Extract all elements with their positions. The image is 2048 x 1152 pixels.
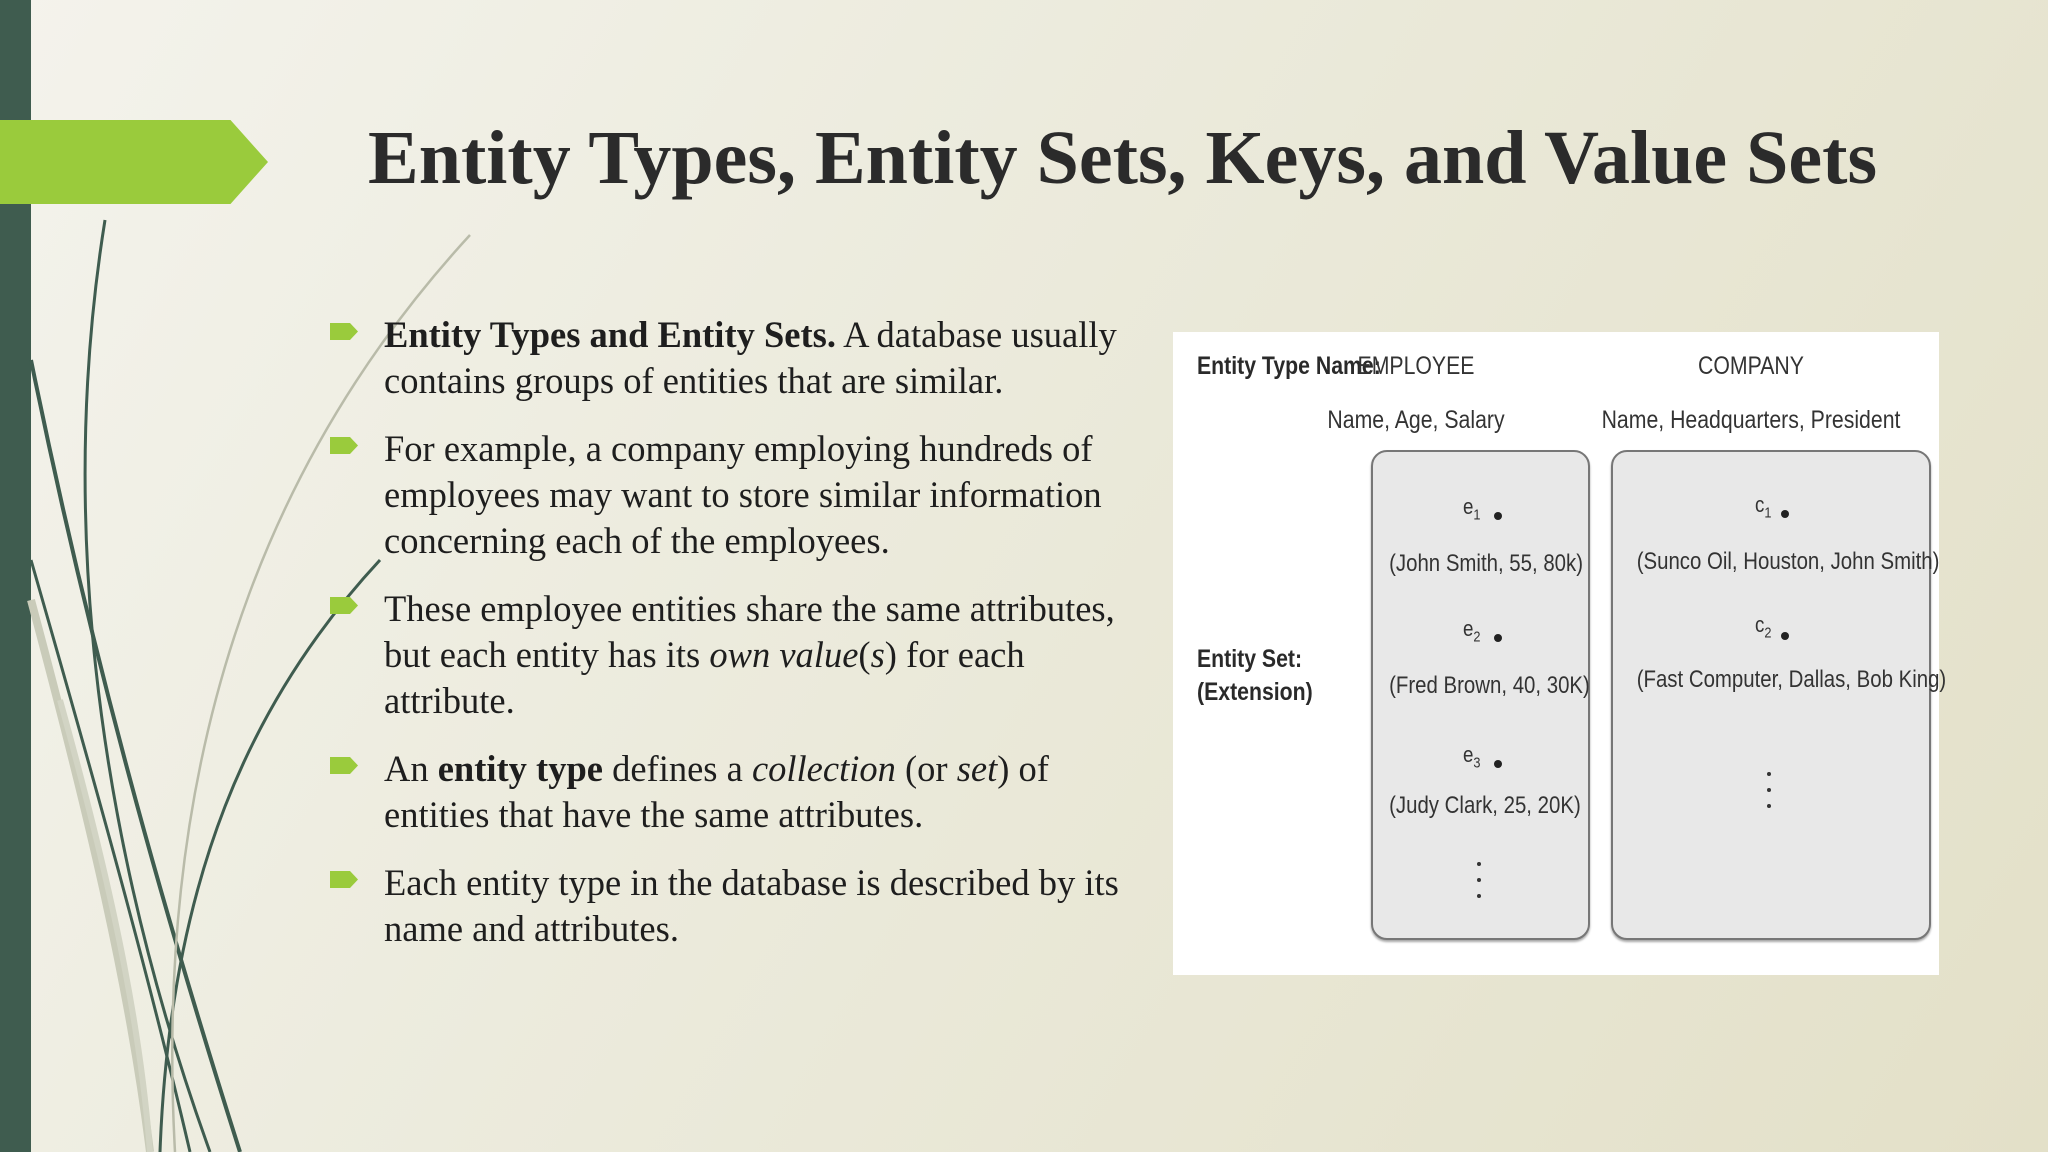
- bullet-4-bold: entity type: [437, 748, 603, 789]
- entity-set-figure: [1173, 332, 1947, 975]
- entity-point: [1494, 512, 1502, 520]
- bullet-4-italic-a: collection: [751, 748, 896, 789]
- bullet-item-3: [330, 586, 1130, 724]
- ellipsis-dot: [1767, 804, 1771, 808]
- entity-point: [1781, 632, 1789, 640]
- bullet-item-5: [330, 860, 1130, 952]
- slide-title: Entity Types, Entity Sets, Keys, and Value Sets: [368, 116, 1878, 200]
- entity-point: [1494, 634, 1502, 642]
- employee-entity-set-box: [1371, 450, 1590, 940]
- bullet-item-4: [330, 746, 1130, 838]
- company-entity-1-value: (Sunco Oil, Houston, John Smith): [1636, 548, 1940, 575]
- bullet-4-text-c: (or: [895, 748, 957, 789]
- company-entity-1-id: $c_1$: [1755, 492, 1772, 522]
- company-entity-set-box: [1611, 450, 1947, 940]
- bullet-4-text-d: ) of entities that have the same attributes.: [384, 748, 1049, 835]
- employee-entity-3-id: $e_3$: [1463, 742, 1481, 772]
- bullet-item-2: [330, 426, 1130, 564]
- extension-label: (Extension): [1197, 678, 1313, 706]
- employee-entity-1-value: (John Smith, 55, 80k): [1389, 550, 1584, 577]
- bullet-2-text: For example, a company employing hundreds of employees may want to store similar information concerning each of the employees.: [384, 428, 1102, 561]
- arrow-bullet-icon: [330, 323, 358, 340]
- company-type-name: COMPANY: [1698, 352, 1804, 380]
- arrow-bullet-icon: [330, 437, 358, 454]
- ellipsis-dot: [1477, 878, 1481, 882]
- company-attributes: Name, Headquarters, President: [1601, 406, 1901, 434]
- entity-point: [1781, 510, 1789, 518]
- ellipsis-dot: [1477, 894, 1481, 898]
- bullet-4-text-a: An: [384, 748, 438, 789]
- arrow-bullet-icon: [330, 757, 358, 774]
- employee-entity-1-id: $e_1$: [1463, 494, 1481, 524]
- bullet-3-text-c: ) for each attribute.: [384, 634, 1025, 721]
- employee-entity-2-value: (Fred Brown, 40, 30K): [1389, 672, 1590, 699]
- employee-attributes: Name, Age, Salary: [1327, 406, 1505, 434]
- bullet-5-text: Each entity type in the database is described by its name and attributes.: [384, 862, 1119, 949]
- entity-type-name-label: Entity Type Name:: [1197, 352, 1381, 380]
- bullet-1-text: A database usually contains groups of entities that are similar.: [384, 314, 1117, 401]
- title-arrow-tab: [0, 120, 268, 204]
- bullet-3-italic-b: s: [870, 634, 885, 675]
- entity-set-label: Entity Set:: [1197, 645, 1303, 673]
- bullet-3-text-b: (: [858, 634, 871, 675]
- arrow-bullet-icon: [330, 871, 358, 888]
- ellipsis-dot: [1477, 862, 1481, 866]
- company-entity-2-id: $c_2$: [1755, 612, 1772, 642]
- bullet-4-italic-b: set: [956, 748, 998, 789]
- employee-entity-2-id: $e_2$: [1463, 616, 1481, 646]
- arrow-bullet-icon: [330, 597, 358, 614]
- ellipsis-dot: [1767, 788, 1771, 792]
- company-entity-2-value: (Fast Computer, Dallas, Bob King): [1636, 666, 1947, 693]
- bullet-3-text-a: These employee entities share the same attributes, but each entity has its: [384, 588, 1115, 675]
- bullet-3-italic-a: own value: [709, 634, 859, 675]
- employee-type-name: EMPLOYEE: [1357, 352, 1475, 380]
- ellipsis-dot: [1767, 772, 1771, 776]
- entity-point: [1494, 760, 1502, 768]
- employee-entity-3-value: (Judy Clark, 25, 20K): [1389, 792, 1581, 819]
- bullet-item-1: [330, 312, 1130, 404]
- bullet-list: [330, 312, 1130, 974]
- bullet-1-bold: Entity Types and Entity Sets.: [384, 314, 836, 355]
- bullet-4-text-b: defines a: [602, 748, 752, 789]
